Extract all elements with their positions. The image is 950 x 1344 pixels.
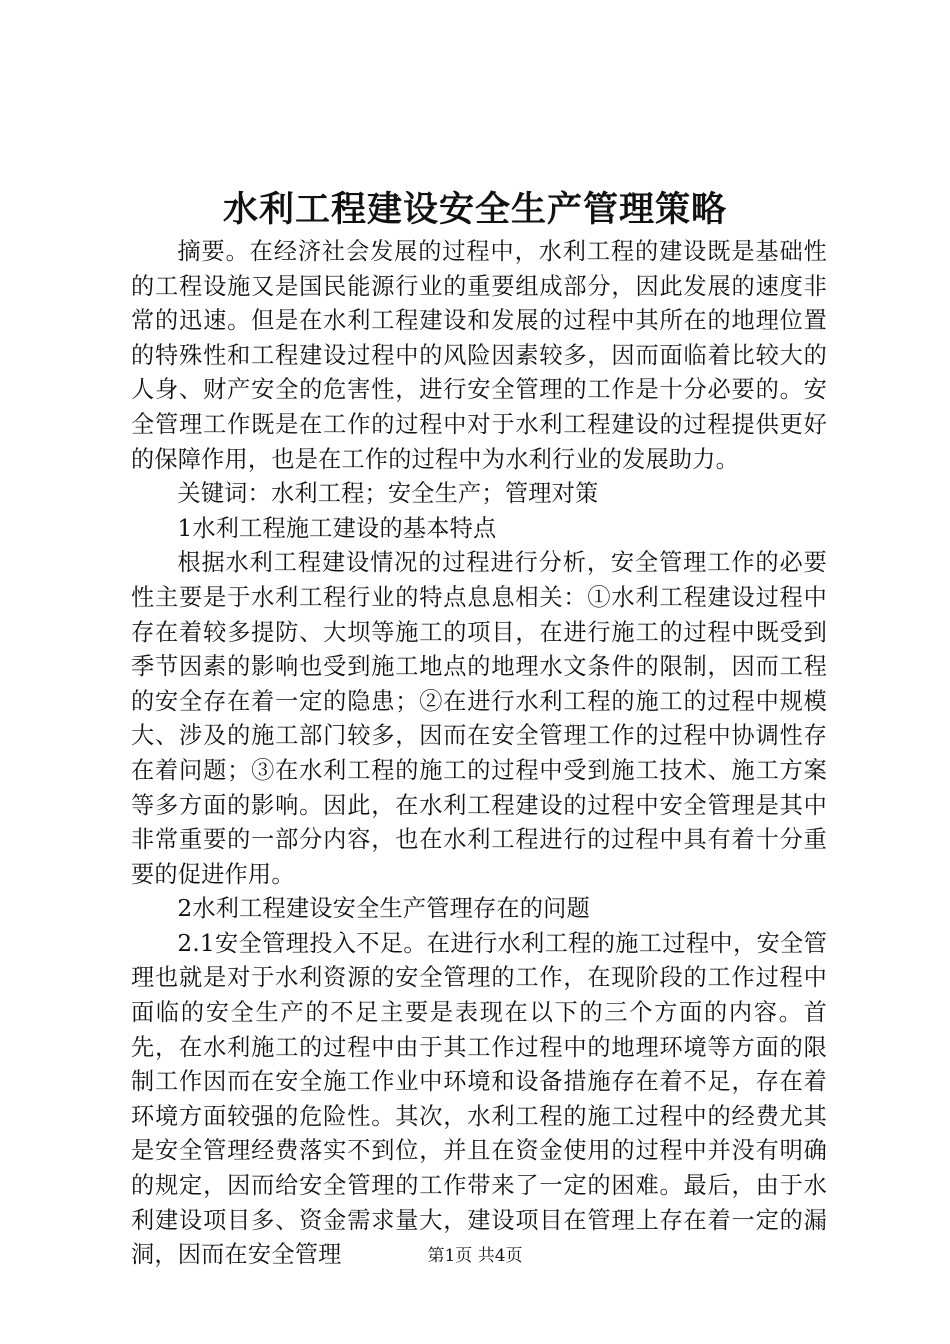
body-paragraph: 根据水利工程建设情况的过程进行分析，安全管理工作的必要性主要是于水利工程行业的特点息息相关：①水利工程建设过程中存在着较多提防、大坝等施工的项目，在进行施工的过程中既受到季节因素的影响也受到施工地点的地理水文条件的限制，因而工程的安全存在着一定的隐患；②在进行水利工程的施工的过程中规模大、涉及的施工部门较多，因而在安全管理工作的过程中协调性存在着问题；③在水利工程的施工的过程中受到施工技术、施工方案等多方面的影响。因此，在水利工程建设的过程中安全管理是其中非常重要的一部分内容，也在水利工程进行的过程中具有着十分重要的促进作用。 [131, 549, 827, 888]
document-title: 水利工程建设安全生产管理策略 [222, 189, 727, 230]
keywords-line: 关键词：水利工程；安全生产；管理对策 [177, 480, 599, 508]
document-body [131, 235, 827, 1273]
page-footer: 第1页 共4页 [427, 1246, 523, 1266]
section-heading-1: 1水利工程施工建设的基本特点 [177, 514, 497, 542]
abstract-paragraph: 摘要。在经济社会发展的过程中，水利工程的建设既是基础性的工程设施又是国民能源行业的重要组成部分，因此发展的速度非常的迅速。但是在水利工程建设和发展的过程中其所在的地理位置的特殊性和工程建设过程中的风险因素较多，因而面临着比较大的人身、财产安全的危害性，进行安全管理的工作是十分必要的。安全管理工作既是在工作的过程中对于水利工程建设的过程提供更好的保障作用，也是在工作的过程中为水利行业的发展助力。 [131, 238, 827, 473]
section-heading-2: 2水利工程建设安全生产管理存在的问题 [177, 895, 590, 923]
body-paragraph: 2.1安全管理投入不足。在进行水利工程的施工过程中，安全管理也就是对于水利资源的安全管理的工作，在现阶段的工作过程中面临的安全生产的不足主要是表现在以下的三个方面的内容。首先，在水利施工的过程中由于其工作过程中的地理环境等方面的限制工作因而在安全施工作业中环境和设备措施存在着不足，存在着环境方面较强的危险性。其次，水利工程的施工过程中的经费尤其是安全管理经费落实不到位，并且在资金使用的过程中并没有明确的规定，因而给安全管理的工作带来了一定的困难。最后，由于水利建设项目多、资金需求量大，建设项目在管理上存在着一定的漏洞，因而在安全管理 [131, 929, 827, 1269]
